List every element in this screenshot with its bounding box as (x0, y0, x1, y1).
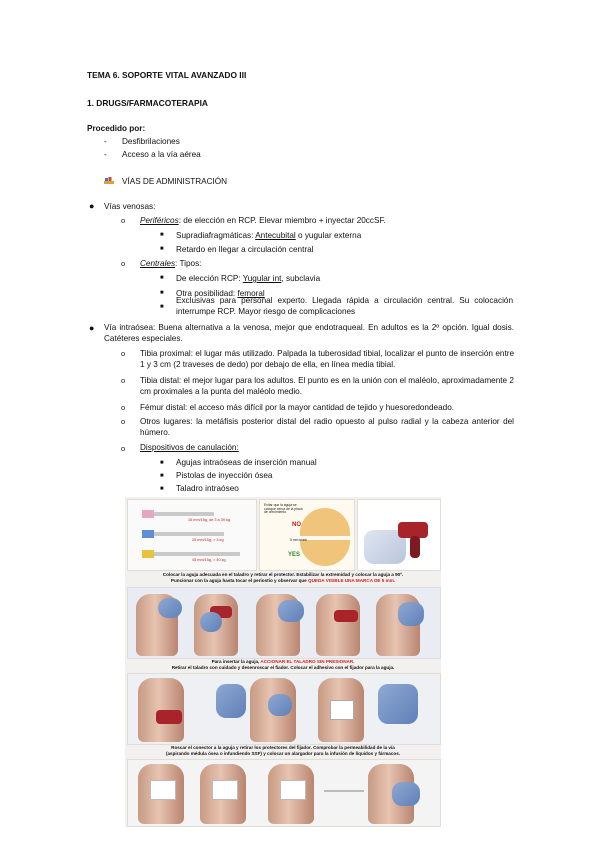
books-icon (104, 177, 114, 185)
bullet-square: ■ (160, 486, 164, 492)
venous-label: Vías venosas: (104, 202, 156, 211)
section-heading: 1. DRUGS/FARMACOTERAPIA (87, 98, 208, 108)
list-item: Otros lugares: la metáfisis posterior distal del radio opuesto al pulso radial y la cabeza anterior del húmero. (140, 417, 514, 437)
bullet-square: ■ (160, 304, 164, 310)
bullet-square: ■ (160, 232, 164, 238)
list-item: Tibia distal: el mejor lugar para los adultos. El punto es en la unión con el maléolo, aproximadamente 2 cm proximales a la punta del maléolo medio. (140, 376, 514, 396)
page-title: TEMA 6. SOPORTE VITAL AVANZADO III (87, 70, 247, 80)
bone-diagram-panel: Evitar que la aguja se coloque cerca de la placa de crecimiento NO YES 5 mm mark (259, 499, 355, 571)
drill-hand-panel (357, 499, 441, 571)
photo-row-4 (127, 759, 441, 827)
preceded-label: Procedido por: (87, 124, 146, 133)
bullet-square: ■ (160, 246, 164, 252)
bullet-circle: o (121, 417, 126, 426)
photo-row-3 (127, 673, 441, 745)
bullet-circle: o (121, 403, 126, 412)
list-item: Exclusivas para personal experto. Llegada rápida a circulación central. Su colocación interrumpe RCP. Mayor riesgo de complicaciones (176, 296, 513, 316)
central-line: Centrales: Tipos: (140, 259, 202, 268)
bullet-square: ■ (160, 290, 164, 296)
intraosseous-procedure-figure (125, 497, 441, 827)
bullet-square: ■ (160, 275, 164, 281)
bullet-circle: o (121, 259, 126, 268)
bullet-dot: ● (89, 323, 95, 333)
devices-label: Dispositivos de canulación: (140, 443, 239, 452)
bullet-square: ■ (160, 473, 164, 479)
figure-caption-3: Roscar el conector a la aguja y retirar los protectores del fijador. Comprobar la permeabilidad de la vía (aspirando médula ósea o infundiendo SSF) y colocar un alargador para la infusión de líquidos y fármacos. (165, 745, 401, 756)
bullet-circle: o (121, 349, 126, 358)
peripheral-line: Periféricos: de elección en RCP. Elevar miembro + inyectar 20ccSF. (140, 216, 386, 225)
intraosseous-text: Vía intraósea: Buena alternativa a la venosa, mejor que endotraqueal. En adultos es la 2º opción. Igual dosis. Catéteres especiales. (104, 323, 514, 343)
figure-caption-1: Colocar la aguja adecuada en el taladro y retirar el protector. Estabilizar la extremidad y colocar la aguja a 90º. Puncionar con la aguja hasta tocar el periostio y observar que QUEDA VISIBLE UNA MARCA DE 5 mm. (162, 572, 404, 583)
list-item: Otra posibilidad: femoral (176, 289, 265, 298)
list-item: Retardo en llegar a circulación central (176, 245, 314, 254)
routes-heading: VÍAS DE ADMINISTRACIÓN (104, 177, 227, 188)
bullet-circle: o (121, 444, 126, 453)
list-item: Taladro intraóseo (176, 484, 239, 493)
needle-sizes-panel: 15 mm/15g, de 3 a 39 kg 25 mm/15g, > 3 kg 45 mm/15g, > 40 kg (127, 499, 257, 571)
figure-caption-2: Para insertar la aguja, ACCIONAR EL TALADRO SIN PRESIONAR. Retirar el taladro con cuidado y desenroscar el fiador. Colocar el adhesivo con el fijador para la aguja. (171, 659, 395, 670)
list-item: Agujas intraóseas de inserción manual (176, 458, 317, 467)
list-item: Fémur distal: el acceso más difícil por la mayor cantidad de tejido y huesoredondeado. (140, 403, 455, 412)
list-item: Supradiafragmáticas: Antecubital o yugular externa (176, 231, 362, 240)
photo-row-2 (127, 587, 441, 659)
preceded-item: - Desfibrilaciones (104, 137, 180, 146)
bullet-circle: o (121, 376, 126, 385)
bullet-square: ■ (160, 460, 164, 466)
list-item: Tibia proximal: el lugar más utilizado. Palpada la tuberosidad tibial, localizar el punto de inserción entre 1 y 3 cm (2 traveses de dedo) por debajo de ella, en línea media tibial. (140, 349, 514, 369)
list-item: De elección RCP: Yugular int, subclavia (176, 274, 321, 283)
bullet-circle: o (121, 216, 126, 225)
preceded-item: - Acceso a la vía aérea (104, 150, 201, 159)
list-item: Pistolas de inyección ósea (176, 471, 273, 480)
bullet-dot: ● (89, 201, 95, 211)
